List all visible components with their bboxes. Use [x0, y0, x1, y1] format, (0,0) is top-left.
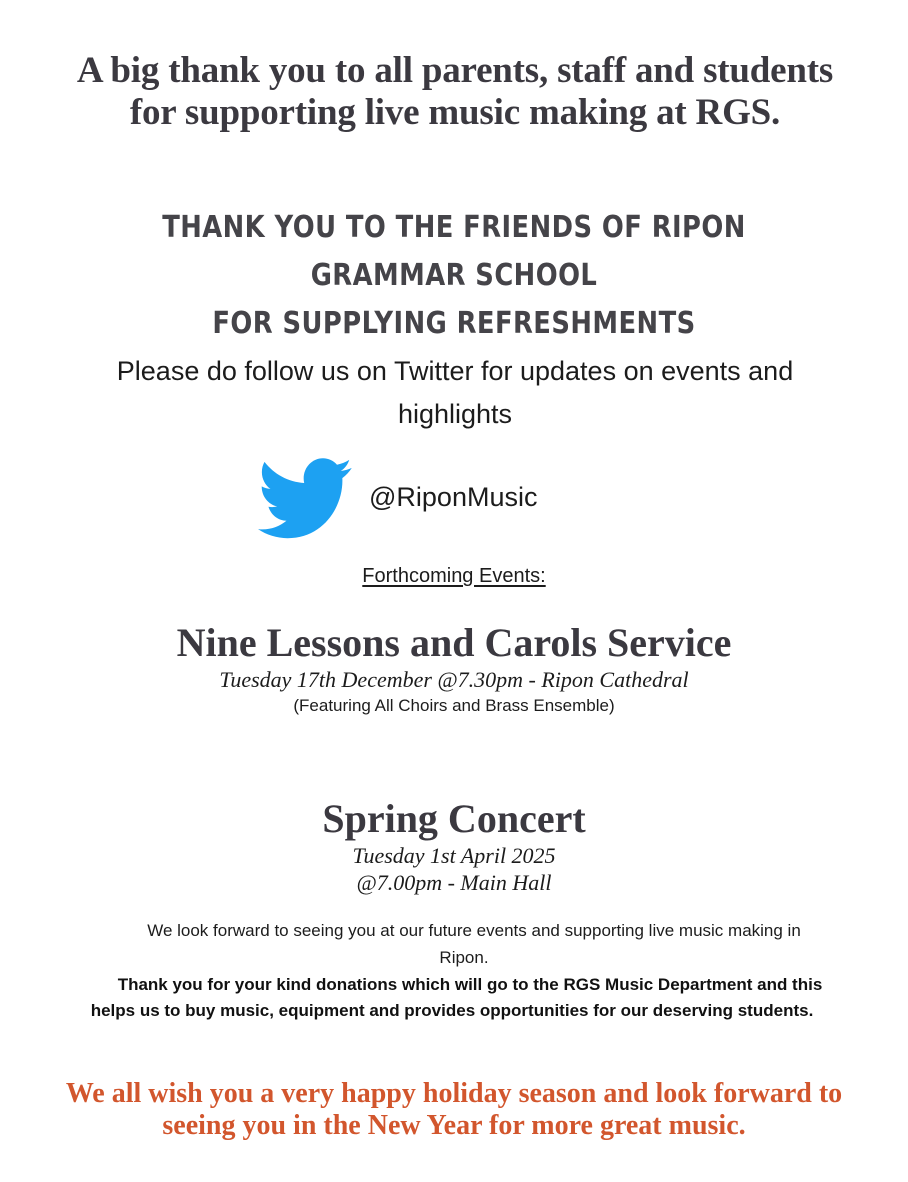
forthcoming-events-label: Forthcoming Events:: [362, 565, 546, 587]
look-forward-line1: We look forward to seeing you at our future events and supporting live music making in: [147, 921, 801, 940]
look-forward-line2: Ripon.: [439, 948, 489, 967]
headline: A big thank you to all parents, staff and students for supporting live music making at RGS.: [76, 50, 834, 133]
event-note: (Featuring All Choirs and Brass Ensemble): [293, 696, 615, 715]
event-carols: [0, 620, 908, 717]
twitter-bird-icon[interactable]: [258, 458, 352, 540]
event-spring-concert: [0, 796, 908, 896]
donations-text: [0, 972, 908, 1024]
event-date: Tuesday 1st April 2025: [352, 843, 556, 868]
event-time-venue: @7.00pm - Main Hall: [356, 870, 552, 895]
friends-thanks: [98, 204, 810, 348]
event-title: Spring Concert: [322, 796, 586, 841]
donations-line2: helps us to buy music, equipment and provides opportunities for our deserving students.: [90, 1001, 814, 1020]
event-title: Nine Lessons and Carols Service: [176, 620, 732, 665]
forthcoming-events-heading: [0, 563, 908, 589]
donations-line1: Thank you for your kind donations which will go to the RGS Music Department and this: [117, 975, 823, 994]
follow-twitter-text: Please do follow us on Twitter for updates on events and highlights: [116, 356, 794, 429]
friends-thanks-line1: THANK YOU TO THE FRIENDS OF RIPON GRAMMAR SCHOOL: [162, 210, 746, 293]
look-forward-text: [20, 917, 908, 971]
holiday-closing-message: We all wish you a very happy holiday season and look forward to seeing you in the New Year for more great music.: [65, 1078, 843, 1141]
friends-thanks-line2: FOR SUPPLYING REFRESHMENTS: [212, 306, 696, 341]
event-details: Tuesday 17th December @7.30pm - Ripon Cathedral: [219, 667, 689, 692]
twitter-handle[interactable]: @RiponMusic: [369, 482, 538, 512]
